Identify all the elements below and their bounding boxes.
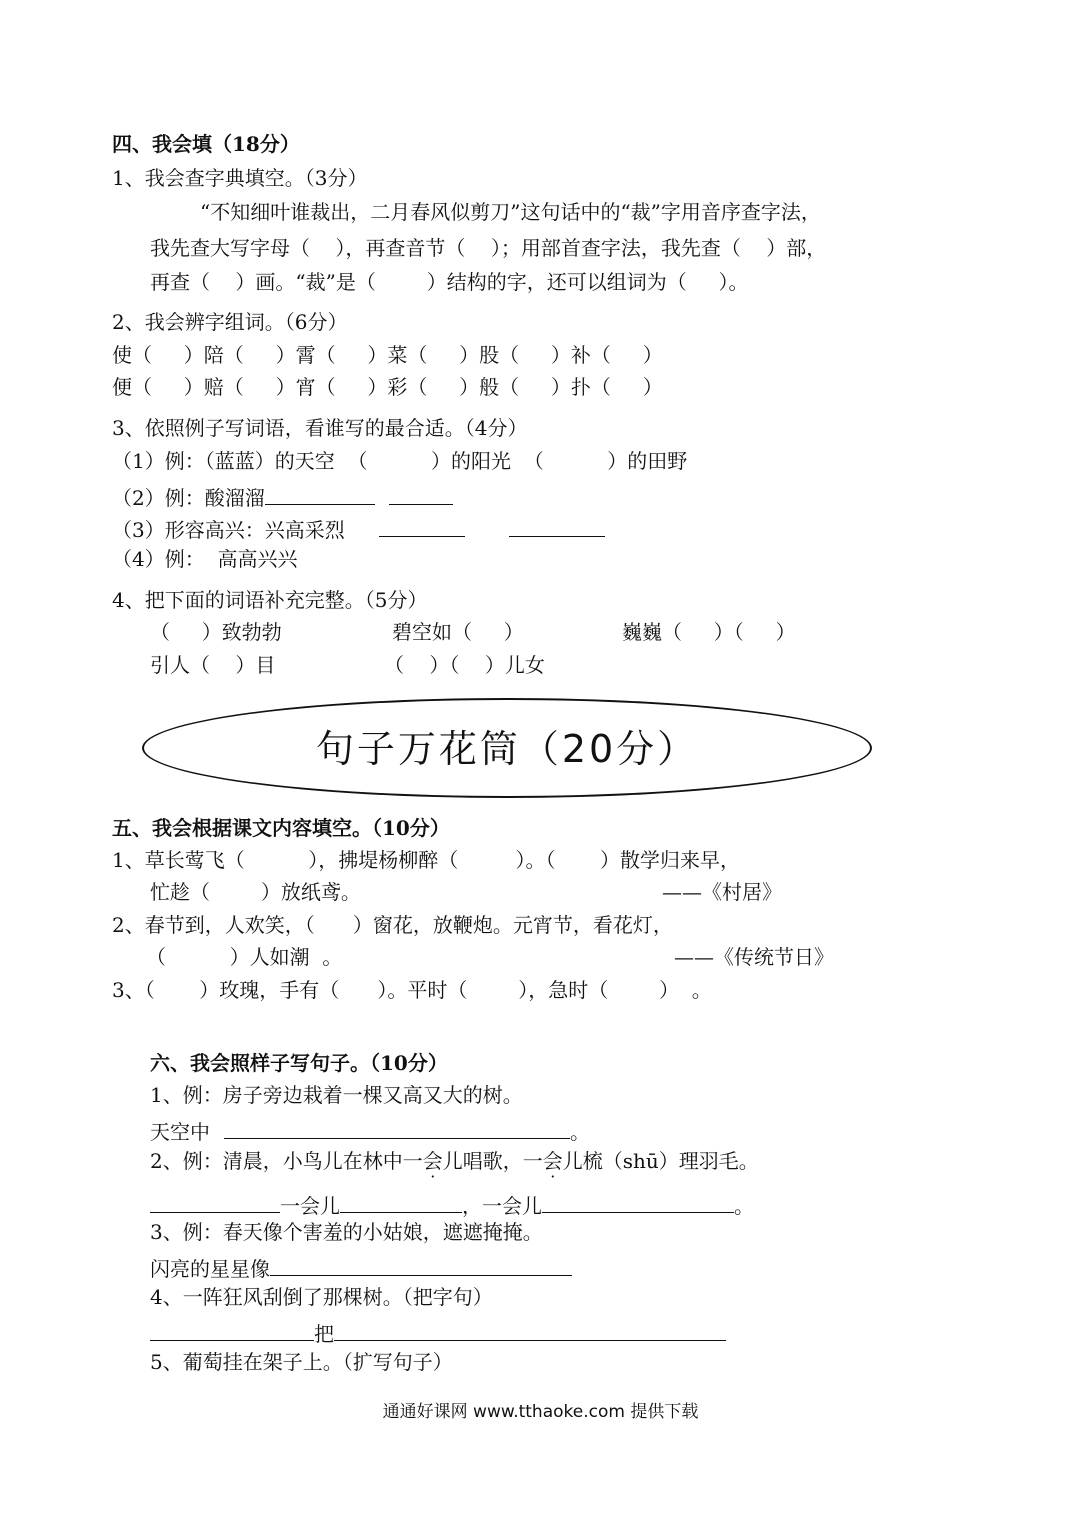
s6-q1-prompt: 天空中 — [150, 1120, 210, 1144]
q2-title: 2、我会辨字组词。（6分） — [112, 310, 348, 334]
answer-blank[interactable] — [270, 1255, 572, 1276]
s6-q2-word1: 一会儿 — [280, 1194, 340, 1218]
s5-q1-line2: 忙趁（ ）放纸鸢。 — [150, 880, 361, 904]
s6-q4-example: 4、一阵狂风刮倒了那棵树。（把字句） — [150, 1285, 493, 1309]
s5-q2-source: ——《传统节日》 — [674, 945, 834, 969]
q1-line3: 再查（ ）画。“裁”是（ ）结构的字，还可以组词为（ ）。 — [150, 270, 749, 294]
s5-q2-line2: （ ）人如潮 。 — [146, 945, 343, 969]
q1-line1: “不知细叶谁裁出，二月春风似剪刀”这句话中的“裁”字用音序查字法， — [200, 200, 821, 224]
q4-title: 4、把下面的词语补充完整。（5分） — [112, 588, 428, 612]
section5-title: 五、我会根据课文内容填空。（10分） — [112, 816, 450, 840]
s6-q3-answer — [150, 1255, 572, 1279]
q3-item3-text: （3）形容高兴：兴高采烈 — [112, 518, 345, 542]
answer-blank[interactable] — [379, 516, 465, 537]
s6-q2-pre: 2、例：清晨，小鸟儿在林中 — [150, 1149, 403, 1173]
s6-q2-mid: 唱歌， — [462, 1149, 523, 1173]
s6-q1-answer — [150, 1118, 590, 1142]
q4-row2b: （ ）（ ）儿女 — [384, 653, 545, 677]
period: 。 — [570, 1120, 590, 1144]
s6-q2-answer — [150, 1192, 754, 1216]
answer-blank[interactable] — [265, 484, 375, 505]
footer-text: 通通好课网 www.tthaoke.com 提供下载 — [382, 1402, 699, 1422]
s6-q5-example: 5、葡萄挂在架子上。（扩写句子） — [150, 1350, 453, 1374]
s6-q3-prompt: 闪亮的星星像 — [150, 1257, 270, 1281]
q3-item3 — [112, 516, 605, 540]
s6-q1-example: 1、例：房子旁边栽着一棵又高又大的树。 — [150, 1083, 523, 1107]
answer-blank[interactable] — [224, 1118, 570, 1139]
q4-row2a: 引人（ ）目 — [150, 653, 276, 677]
s5-q2-line1: 2、春节到，人欢笑，（ ）窗花，放鞭炮。元宵节，看花灯， — [112, 913, 673, 937]
s5-q3-line1: 3、（ ）玫瑰，手有（ ）。平时（ ），急时（ ） 。 — [112, 978, 712, 1002]
banner-title: 句子万花筒（20分） — [315, 727, 699, 771]
s6-q4-word: 把 — [314, 1322, 334, 1346]
q4-row1c: 巍巍（ ）（ ） — [622, 620, 796, 644]
s6-q2-emph1: 一会儿 — [402, 1149, 463, 1173]
q3-item2-text: （2）例：酸溜溜 — [112, 486, 265, 510]
s6-q3-example: 3、例：春天像个害羞的小姑娘，遮遮掩掩。 — [150, 1220, 543, 1244]
section6-title: 六、我会照样子写句子。（10分） — [150, 1051, 448, 1075]
answer-blank[interactable] — [334, 1320, 726, 1341]
q4-row1a: （ ）致勃勃 — [150, 620, 282, 644]
period: 。 — [734, 1194, 754, 1218]
answer-blank[interactable] — [150, 1192, 280, 1213]
answer-blank[interactable] — [150, 1320, 314, 1341]
q3-title: 3、依照例子写词语，看谁写的最合适。（4分） — [112, 416, 528, 440]
answer-blank[interactable] — [389, 484, 453, 505]
answer-blank[interactable] — [542, 1192, 734, 1213]
answer-blank[interactable] — [340, 1192, 462, 1213]
s5-q1-line1: 1、草长莺飞（ ），拂堤杨柳醉（ ）。（ ）散学归来早， — [112, 848, 741, 872]
q2-row2: 便（ ）赔（ ）宵（ ）彩（ ）般（ ）扑（ ） — [112, 375, 663, 399]
s6-q2-post: 梳（shū）理羽毛。 — [582, 1149, 759, 1173]
q3-item1: （1）例：（蓝蓝）的天空 （ ）的阳光 （ ）的田野 — [112, 449, 688, 473]
s5-q1-source: ——《村居》 — [662, 880, 782, 904]
section4-title: 四、我会填（18分） — [112, 132, 300, 156]
q1-line2: 我先查大写字母（ ），再查音节（ ）；用部首查字法，我先查（ ）部， — [150, 236, 827, 260]
s6-q2-example — [150, 1151, 759, 1171]
s6-q2-emph2: 一会儿 — [522, 1149, 583, 1173]
answer-blank[interactable] — [509, 516, 605, 537]
s6-q2-word2: ，一会儿 — [462, 1194, 542, 1218]
q1-title: 1、我会查字典填空。（3分） — [112, 166, 368, 190]
q3-item2 — [112, 484, 453, 508]
q3-item4: （4）例： 高高兴兴 — [112, 547, 298, 571]
q2-row1: 使（ ）陪（ ）霄（ ）菜（ ）股（ ）补（ ） — [112, 343, 663, 367]
s6-q4-answer — [150, 1320, 726, 1344]
q4-row1b: 碧空如（ ） — [392, 620, 524, 644]
